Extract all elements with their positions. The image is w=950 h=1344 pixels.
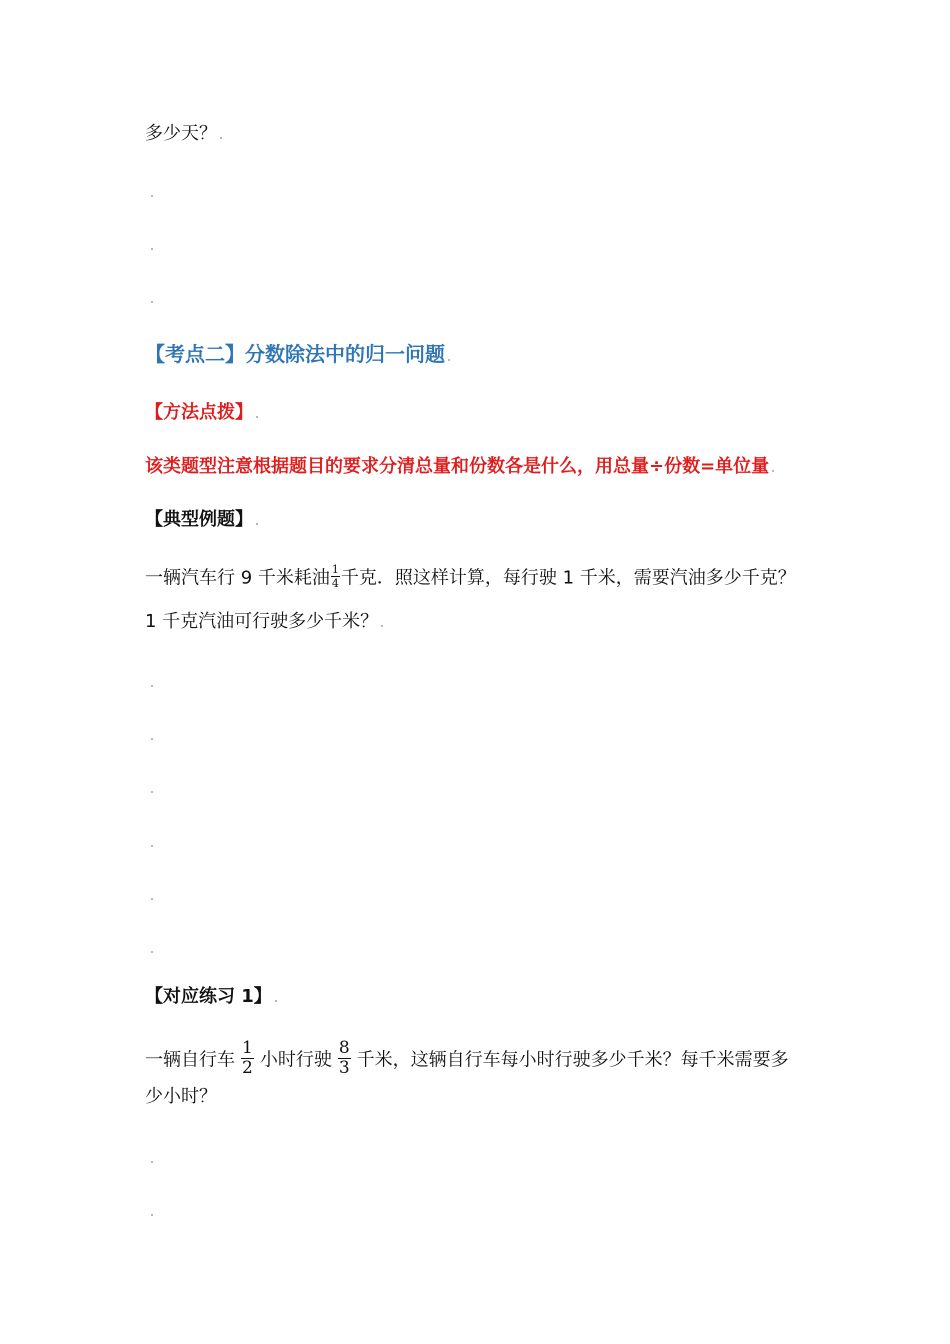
paragraph-mark bbox=[151, 845, 153, 847]
method-text: 该类题型注意根据题目的要求分清总量和份数各是什么，用总量÷份数=单位量 bbox=[145, 455, 774, 479]
paragraph-mark bbox=[275, 1000, 277, 1002]
exercise-label: 【对应练习 1】 bbox=[145, 985, 277, 1009]
paragraph-mark bbox=[772, 470, 774, 472]
paragraph-mark bbox=[151, 301, 153, 303]
paragraph-mark bbox=[151, 738, 153, 740]
paragraph-mark bbox=[381, 625, 383, 627]
paragraph-mark bbox=[151, 898, 153, 900]
exercise-question-line2: 少小时？ bbox=[145, 1086, 217, 1107]
paragraph-mark bbox=[256, 416, 258, 418]
fraction-one-quarter: $\frac{1}{4}$ bbox=[331, 563, 339, 590]
example-question-line2: 1 千克汽油可行驶多少千米？ bbox=[145, 610, 383, 634]
example-label: 【典型例题】 bbox=[145, 508, 258, 532]
method-label: 【方法点拨】 bbox=[145, 401, 258, 425]
paragraph-mark bbox=[151, 791, 153, 793]
example-question-line1: 一辆汽车行 9 千米耗油 $\frac{1}{4}$ 千克．照这样计算，每行驶 1 千米，需要汽油多少千克？ bbox=[145, 563, 796, 590]
section-heading: 【考点二】分数除法中的归一问题 bbox=[145, 342, 450, 366]
paragraph-mark bbox=[151, 195, 153, 197]
continuation-text: 多少天？ bbox=[145, 122, 222, 146]
paragraph-mark bbox=[256, 523, 258, 525]
paragraph-mark bbox=[220, 137, 222, 139]
paragraph-mark bbox=[151, 1161, 153, 1163]
paragraph-mark bbox=[151, 951, 153, 953]
fraction-eight-thirds: $\frac{8}{3}$ bbox=[338, 1038, 350, 1078]
exercise-question-line1: 一辆自行车 $\frac{1}{2}$ 小时行驶 $\frac{8}{3}$ 千米，这辆自行车每小时行驶多少千米？每千米需要多 bbox=[145, 1038, 789, 1078]
paragraph-mark bbox=[448, 359, 450, 361]
paragraph-mark bbox=[151, 248, 153, 250]
paragraph-mark bbox=[151, 1214, 153, 1216]
fraction-one-half: $\frac{1}{2}$ bbox=[242, 1038, 253, 1078]
paragraph-mark bbox=[151, 685, 153, 687]
